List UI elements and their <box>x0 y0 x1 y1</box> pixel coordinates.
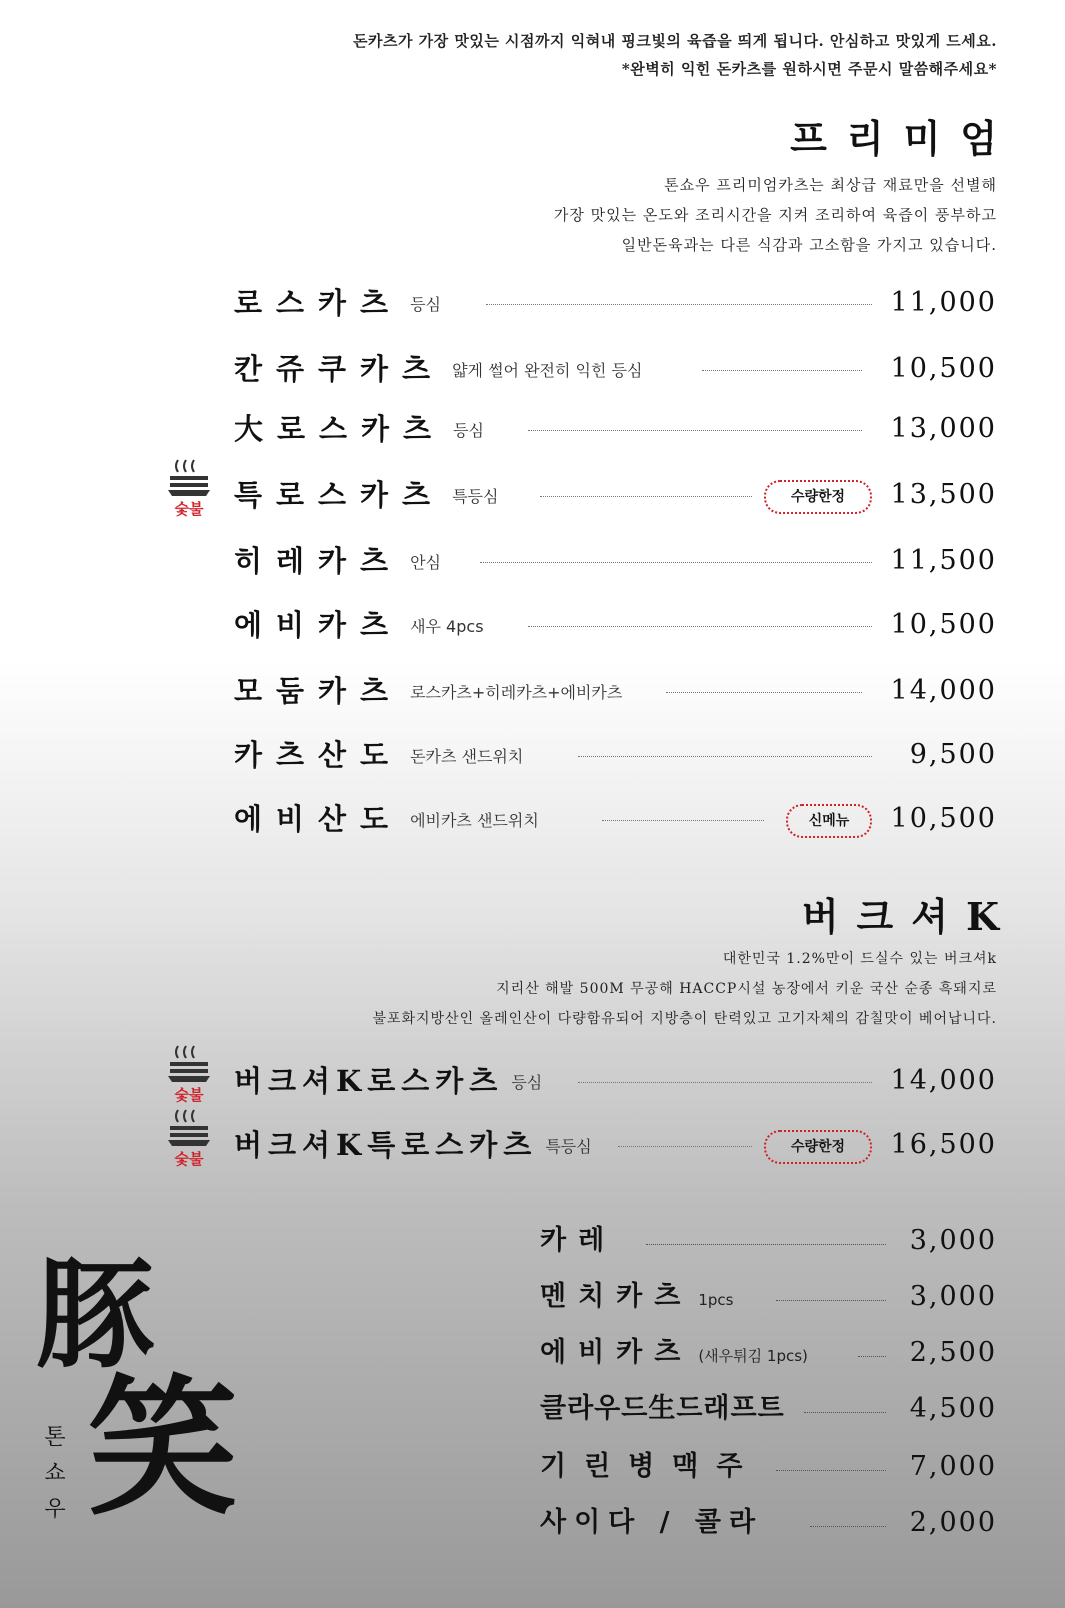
charcoal-icon-label: 숯불 <box>174 500 204 518</box>
dotted-leader <box>702 370 862 371</box>
menu-item-price: 11,500 <box>890 545 997 576</box>
charcoal-icon-label: 숯불 <box>174 1086 204 1104</box>
menu-item-name: 특로스카츠 <box>234 478 445 512</box>
new-menu-badge: 신메뉴 <box>786 804 872 838</box>
charcoal-grill-icon <box>166 456 212 516</box>
dotted-leader <box>646 1244 886 1245</box>
berkshire-desc-line: 지리산 해발 500M 무공해 HACCP시설 농장에서 키운 국산 순종 흑돼지로 <box>496 981 997 997</box>
premium-desc-line: 일반돈육과는 다른 식감과 고소함을 가지고 있습니다. <box>621 236 997 254</box>
side-item-row <box>540 1498 997 1548</box>
menu-item <box>234 536 441 588</box>
side-item-row <box>540 1216 997 1266</box>
menu-item <box>234 278 441 330</box>
menu-item <box>234 1056 542 1108</box>
menu-item <box>234 666 622 718</box>
side-item-price: 7,000 <box>909 1451 997 1482</box>
menu-item-desc: 로스카츠+히레카츠+에비카츠 <box>410 683 623 702</box>
menu-item-row <box>0 794 1065 844</box>
menu-item-price: 11,000 <box>890 287 997 318</box>
side-item-price: 4,500 <box>909 1393 997 1424</box>
side-item-row <box>540 1384 997 1434</box>
menu-item-name: 에비카츠 <box>234 608 403 642</box>
charcoal-grill-icon <box>166 1042 212 1102</box>
menu-item-price: 9,500 <box>909 739 997 770</box>
side-item-price: 2,500 <box>909 1337 997 1368</box>
section-title-berkshire: 버크셔K <box>801 894 1017 939</box>
logo-reading <box>40 1420 70 1528</box>
menu-item-desc: 새우 4pcs <box>410 617 484 636</box>
menu-item-row <box>0 536 1065 586</box>
side-item-desc: 1pcs <box>698 1291 734 1309</box>
dotted-leader <box>776 1470 886 1471</box>
menu-item-row <box>0 1056 1065 1106</box>
dotted-leader <box>578 756 872 757</box>
menu-item-row <box>0 666 1065 716</box>
dotted-leader <box>666 692 862 693</box>
notice-line-2: *완벽히 익힌 돈카츠를 원하시면 주문시 말씀해주세요* <box>621 60 997 78</box>
menu-item-row <box>0 470 1065 520</box>
menu-item-desc: 특등심 <box>545 1137 592 1156</box>
menu-item-price: 10,500 <box>890 803 997 834</box>
side-item <box>540 1216 622 1269</box>
menu-item-name: 버크셔K특로스카츠 <box>234 1128 538 1162</box>
logo-character-pig: 豚 <box>36 1245 155 1384</box>
dotted-leader <box>486 304 872 305</box>
menu-item-price: 13,500 <box>890 479 997 510</box>
side-item-row <box>540 1442 997 1492</box>
berkshire-description <box>372 944 997 1034</box>
dotted-leader <box>804 1412 886 1413</box>
logo-reading-char: 우 <box>44 1497 66 1522</box>
dotted-leader <box>602 820 764 821</box>
section-title-premium: 프리미엄 <box>790 116 1017 161</box>
side-item-price: 3,000 <box>909 1225 997 1256</box>
menu-item-desc: 등심 <box>410 295 441 314</box>
menu-item-name: 모둠카츠 <box>234 674 403 708</box>
menu-item-name: 에비산도 <box>234 802 403 836</box>
dotted-leader <box>858 1356 886 1357</box>
side-item-row <box>540 1272 997 1322</box>
menu-item <box>234 404 484 456</box>
menu-item-desc: 에비카츠 샌드위치 <box>410 811 539 830</box>
dotted-leader <box>528 626 872 627</box>
side-item-name: 에비카츠 <box>540 1337 693 1368</box>
menu-item <box>234 470 498 522</box>
charcoal-grill-icon <box>166 1106 212 1166</box>
side-item-name: 사이다 / 콜라 <box>540 1507 764 1538</box>
limited-quantity-badge: 수량한정 <box>764 1130 872 1164</box>
menu-item-row <box>0 344 1065 394</box>
side-item-name: 멘치카츠 <box>540 1281 693 1312</box>
menu-item-name: 로스카츠 <box>234 286 403 320</box>
berkshire-desc-line: 대한민국 1.2%만이 드실수 있는 버크셔k <box>722 951 997 967</box>
berkshire-desc-line: 불포화지방산인 올레인산이 다량함유되어 지방층이 탄력있고 고기자체의 감칠맛이 베어납니다. <box>372 1011 997 1027</box>
menu-item-row <box>0 278 1065 328</box>
menu-item-row <box>0 1120 1065 1170</box>
menu-item-name: 히레카츠 <box>234 544 403 578</box>
premium-desc-line: 톤쇼우 프리미엄카츠는 최상급 재료만을 선별해 <box>664 176 997 194</box>
side-item-price: 3,000 <box>909 1281 997 1312</box>
side-item-name: 클라우드生드래프트 <box>540 1393 785 1424</box>
dotted-leader <box>578 1082 872 1083</box>
menu-item <box>234 344 642 396</box>
menu-item-price: 14,000 <box>890 675 997 706</box>
charcoal-icon-label: 숯불 <box>174 1150 204 1168</box>
menu-item-desc: 돈카츠 샌드위치 <box>410 747 524 766</box>
menu-item-price: 16,500 <box>890 1129 997 1160</box>
menu-item <box>234 730 523 782</box>
menu-item-desc: 등심 <box>453 421 484 440</box>
notice-line-1: 돈카츠가 가장 맛있는 시점까지 익혀내 핑크빛의 육즙을 띄게 됩니다. 안심하고 맛있게 드세요. <box>352 32 997 50</box>
dotted-leader <box>810 1526 886 1527</box>
menu-item <box>234 794 539 846</box>
menu-item-desc: 등심 <box>511 1073 543 1092</box>
side-item <box>540 1272 733 1325</box>
logo-reading-char: 톤 <box>44 1425 66 1450</box>
side-item <box>540 1384 791 1437</box>
logo-character-laugh: 笑 <box>88 1360 239 1536</box>
menu-item-name: 카츠산도 <box>234 738 403 772</box>
menu-item-desc: 안심 <box>410 553 441 572</box>
premium-desc-line: 가장 맛있는 온도와 조리시간을 지켜 조리하여 육즙이 풍부하고 <box>553 206 997 224</box>
menu-item-price: 10,500 <box>890 353 997 384</box>
side-item-desc: (새우튀김 1pcs) <box>698 1347 808 1365</box>
logo-reading-char: 쇼 <box>44 1461 66 1486</box>
side-item <box>540 1328 808 1381</box>
menu-item-desc: 특등심 <box>452 487 499 506</box>
menu-item-name: 버크셔K로스카츠 <box>234 1064 504 1098</box>
menu-item-row <box>0 404 1065 454</box>
dotted-leader <box>776 1300 886 1301</box>
side-item-name: 카레 <box>540 1225 617 1256</box>
limited-quantity-badge: 수량한정 <box>764 480 872 514</box>
menu-item-row <box>0 730 1065 780</box>
dotted-leader <box>528 430 862 431</box>
menu-item-row <box>0 600 1065 650</box>
dotted-leader <box>618 1146 752 1147</box>
menu-item-name: 칸쥬쿠카츠 <box>234 352 445 386</box>
side-item-price: 2,000 <box>909 1507 997 1538</box>
premium-description <box>554 170 997 260</box>
side-item <box>540 1442 766 1495</box>
dotted-leader <box>480 562 872 563</box>
menu-item-desc: 얇게 썰어 완전히 익힌 등심 <box>452 361 643 380</box>
menu-item-price: 13,000 <box>890 413 997 444</box>
menu-item-price: 14,000 <box>890 1065 997 1096</box>
menu-item <box>234 1120 592 1172</box>
menu-item <box>234 600 484 652</box>
menu-item-name: 大로스카츠 <box>234 412 446 446</box>
side-item-name: 기린병맥주 <box>540 1451 761 1482</box>
side-item-row <box>540 1328 997 1378</box>
dotted-leader <box>540 496 752 497</box>
side-item <box>540 1498 769 1551</box>
menu-item-price: 10,500 <box>890 609 997 640</box>
